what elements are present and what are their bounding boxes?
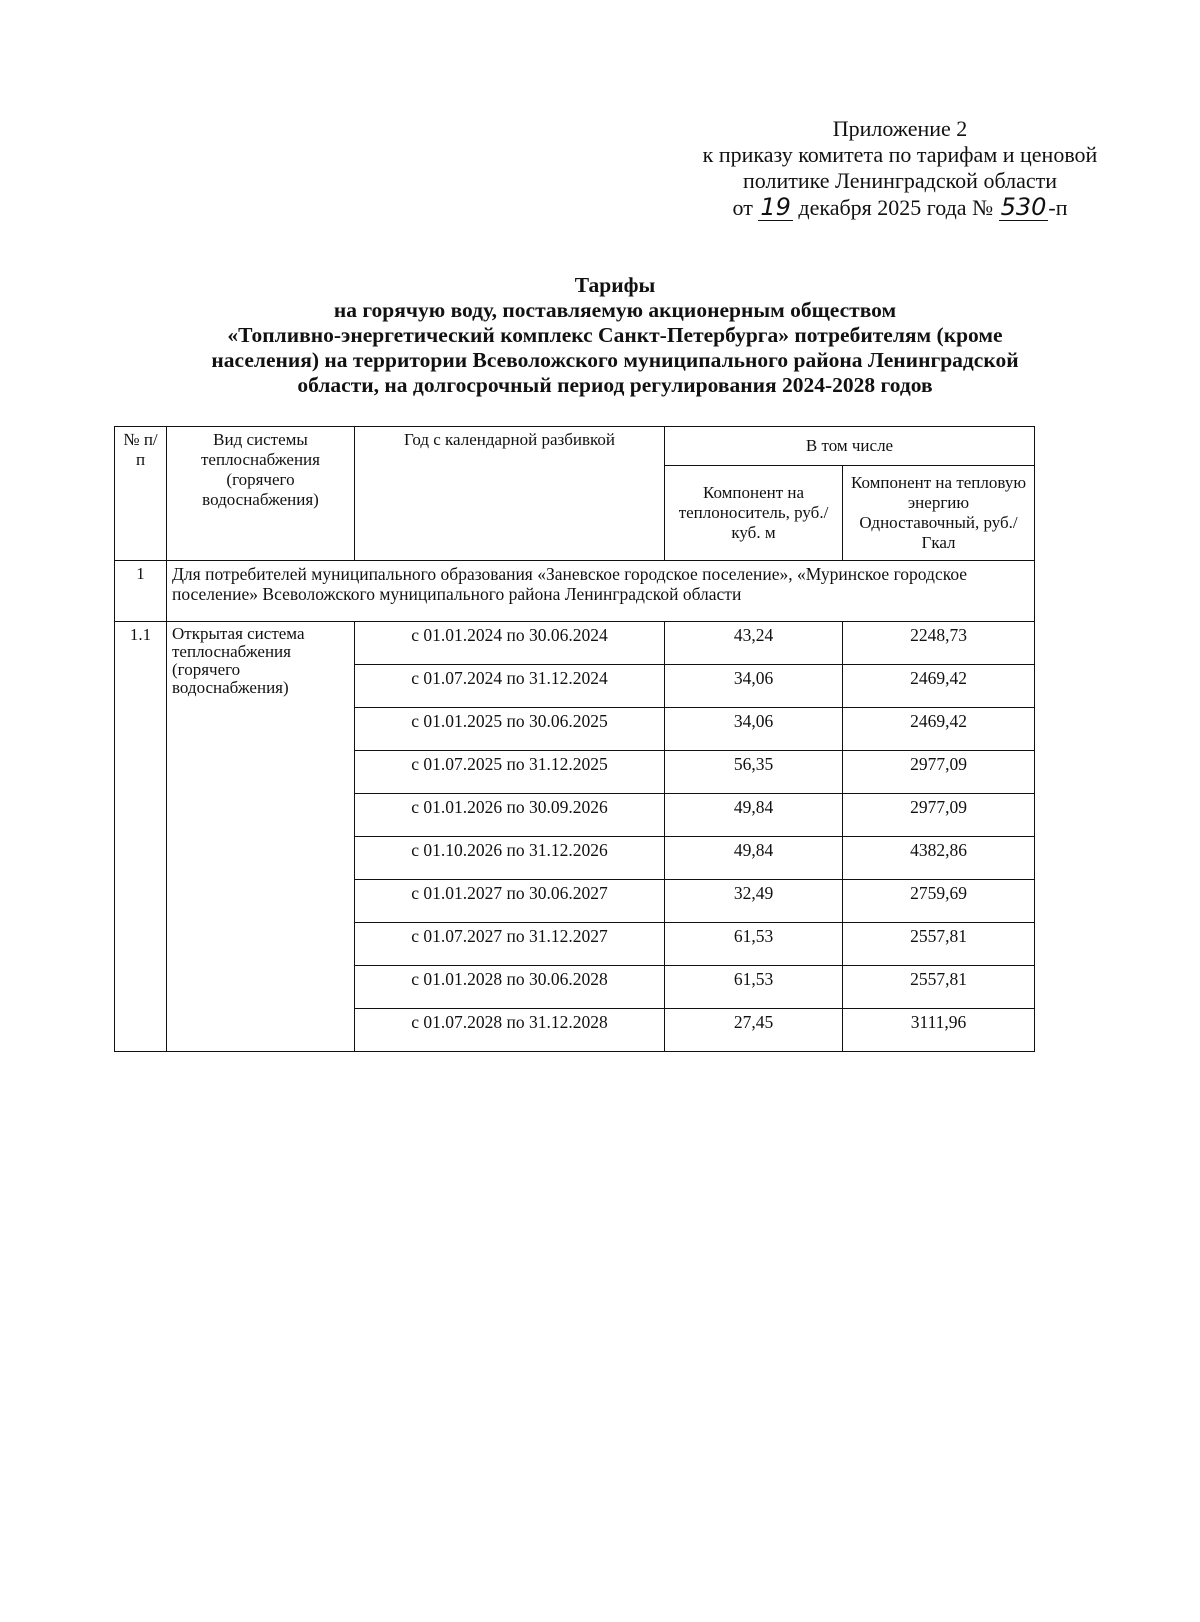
energy-cell: 2469,42 xyxy=(843,665,1035,708)
carrier-cell: 32,49 xyxy=(665,880,843,923)
group-description: Для потребителей муниципального образования «Заневское городское поселение», «Муринское городское поселение» Всеволожского муниципального района Ленинградской области xyxy=(167,561,1035,622)
carrier-cell: 27,45 xyxy=(665,1009,843,1052)
group-num: 1 xyxy=(115,561,167,622)
energy-cell: 2977,09 xyxy=(843,751,1035,794)
period-cell: с 01.07.2027 по 31.12.2027 xyxy=(355,923,665,966)
carrier-cell: 49,84 xyxy=(665,837,843,880)
appendix-committee-line: политике Ленинградской области xyxy=(742,168,1057,193)
appendix-order-line: к приказу комитета по тарифам и ценовой xyxy=(702,142,1098,167)
energy-cell: 2977,09 xyxy=(843,794,1035,837)
period-cell: с 01.07.2028 по 31.12.2028 xyxy=(355,1009,665,1052)
header-carrier: Компонент на теплоноситель, руб./куб. м xyxy=(665,466,843,561)
carrier-cell: 34,06 xyxy=(665,665,843,708)
energy-cell: 2557,81 xyxy=(843,966,1035,1009)
energy-cell: 3111,96 xyxy=(843,1009,1035,1052)
table-row xyxy=(115,622,1035,665)
energy-cell: 2759,69 xyxy=(843,880,1035,923)
header-row xyxy=(115,427,1035,466)
period-cell: с 01.01.2024 по 30.06.2024 xyxy=(355,622,665,665)
handwritten-number: 530 xyxy=(1000,193,1047,221)
carrier-cell: 56,35 xyxy=(665,751,843,794)
energy-cell: 4382,86 xyxy=(843,837,1035,880)
header-period: Год с календарной разбивкой xyxy=(355,427,665,561)
date-middle: декабря 2025 года № xyxy=(798,195,994,220)
carrier-cell: 43,24 xyxy=(665,622,843,665)
energy-cell: 2557,81 xyxy=(843,923,1035,966)
period-cell: с 01.07.2024 по 31.12.2024 xyxy=(355,665,665,708)
period-cell: с 01.07.2025 по 31.12.2025 xyxy=(355,751,665,794)
header-including: В том числе xyxy=(665,427,1035,466)
title-line-3: «Топливно-энергетический комплекс Санкт-Петербурга» потребителям (кроме xyxy=(227,323,1003,347)
period-cell: с 01.01.2027 по 30.06.2027 xyxy=(355,880,665,923)
period-cell: с 01.01.2028 по 30.06.2028 xyxy=(355,966,665,1009)
header-energy: Компонент на тепловую энергию Одноставочный, руб./Гкал xyxy=(843,466,1035,561)
appendix-title: Приложение 2 xyxy=(832,116,968,141)
title-line-5: области, на долгосрочный период регулирования 2024-2028 годов xyxy=(297,373,933,397)
tariff-table xyxy=(114,426,1035,1052)
title-line-4: населения) на территории Всеволожского муниципального района Ленинградской xyxy=(211,348,1019,372)
appendix-date-line xyxy=(640,194,1160,221)
title-line-2: на горячую воду, поставляемую акционерным обществом xyxy=(333,298,897,322)
document-title xyxy=(150,273,1080,398)
title-line-1: Тарифы xyxy=(574,273,656,297)
carrier-cell: 61,53 xyxy=(665,923,843,966)
period-cell: с 01.01.2025 по 30.06.2025 xyxy=(355,708,665,751)
number-suffix: -п xyxy=(1048,195,1068,220)
energy-cell: 2469,42 xyxy=(843,708,1035,751)
header-num: № п/п xyxy=(115,427,167,561)
carrier-cell: 34,06 xyxy=(665,708,843,751)
period-cell: с 01.10.2026 по 31.12.2026 xyxy=(355,837,665,880)
date-prefix: от xyxy=(732,195,753,220)
header-system: Вид системы теплоснабжения (горячего водоснабжения) xyxy=(167,427,355,561)
carrier-cell: 49,84 xyxy=(665,794,843,837)
carrier-cell: 61,53 xyxy=(665,966,843,1009)
subgroup-system: Открытая система теплоснабжения (горячего водоснабжения) xyxy=(167,622,355,1052)
energy-cell: 2248,73 xyxy=(843,622,1035,665)
appendix-header xyxy=(640,116,1160,221)
subgroup-num: 1.1 xyxy=(115,622,167,1052)
group-row xyxy=(115,561,1035,622)
handwritten-day: 19 xyxy=(760,193,791,221)
period-cell: с 01.01.2026 по 30.09.2026 xyxy=(355,794,665,837)
